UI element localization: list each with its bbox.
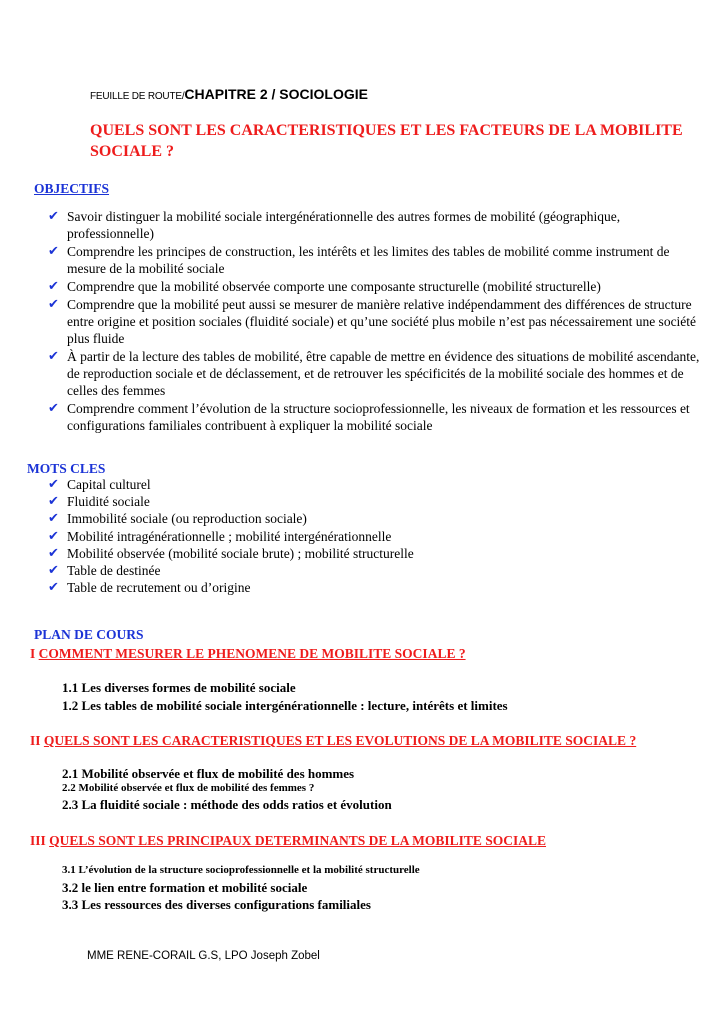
checkmark-icon: ✔ — [48, 545, 59, 561]
document-footer: MME RENE-CORAIL G.S, LPO Joseph Zobel — [87, 950, 320, 962]
main-title: QUELS SONT LES CARACTERISTIQUES ET LES FACTEURS DE LA MOBILITE SOCIALE ? — [90, 122, 683, 160]
objective-item: ✔ Savoir distinguer la mobilité sociale intergénérationnelle des autres formes de mobilité (géographique, professionnelle) — [48, 209, 621, 241]
keyword-item: ✔ Fluidité sociale — [48, 494, 150, 510]
keyword-item: ✔ Capital culturel — [48, 477, 151, 492]
checkmark-icon: ✔ — [48, 297, 59, 312]
checkmark-icon: ✔ — [48, 279, 59, 294]
subsection-item: 3.3 Les ressources des diverses configurations familiales — [62, 897, 371, 912]
objective-item: ✔ Comprendre que la mobilité observée comporte une composante structurelle (mobilité structurelle) — [48, 279, 601, 294]
checkmark-icon: ✔ — [48, 580, 59, 596]
objective-item: ✔ Comprendre que la mobilité peut aussi se mesurer de manière relative indépendamment des différences de structure entre origine et position sociales (fluidité sociale) et qu’une société plus mobile n’est pas nécessairement une société plus fluide — [48, 297, 697, 346]
document-header — [90, 86, 368, 104]
subsection-item: 2.2 Mobilité observée et flux de mobilité des femmes ? — [62, 782, 315, 794]
checkmark-icon: ✔ — [48, 401, 59, 416]
checkmark-icon: ✔ — [48, 209, 59, 224]
header-prefix: FEUILLE DE ROUTE/ — [90, 91, 185, 102]
keyword-item: ✔ Table de recrutement ou d’origine — [48, 580, 251, 596]
chapter-title: CHAPITRE 2 / SOCIOLOGIE — [184, 86, 368, 102]
objective-item: ✔ Comprendre les principes de construction, les intérêts et les limites des tables de mobilité comme instrument de mesure de la mobilité sociale — [48, 244, 670, 276]
keywords-list — [48, 476, 648, 596]
plan-heading: PLAN DE COURS — [34, 627, 144, 642]
checkmark-icon: ✔ — [48, 494, 59, 510]
checkmark-icon: ✔ — [48, 477, 59, 492]
checkmark-icon: ✔ — [48, 349, 59, 364]
subsection-item: 1.1 Les diverses formes de mobilité sociale — [62, 680, 296, 695]
checkmark-icon: ✔ — [48, 244, 59, 259]
checkmark-icon: ✔ — [48, 563, 59, 579]
keywords-heading: MOTS CLES — [27, 461, 106, 476]
subsection-item: 2.3 La fluidité sociale : méthode des odds ratios et évolution — [62, 797, 392, 812]
part-title: I COMMENT MESURER LE PHENOMENE DE MOBILITE SOCIALE ? — [30, 646, 466, 661]
part-title: II QUELS SONT LES CARACTERISTIQUES ET LES EVOLUTIONS DE LA MOBILITE SOCIALE ? — [30, 733, 637, 748]
objectives-list — [48, 208, 704, 434]
objectives-heading: OBJECTIFS — [34, 181, 110, 196]
checkmark-icon: ✔ — [48, 528, 59, 544]
keyword-item: ✔ Mobilité observée (mobilité sociale brute) ; mobilité structurelle — [48, 545, 414, 561]
keyword-item: ✔ Mobilité intragénérationnelle ; mobilité intergénérationnelle — [48, 528, 392, 544]
objective-item: ✔ Comprendre comment l’évolution de la structure socioprofessionnelle, les niveaux de formation et les ressources et configurations familiales contribuent à expliquer la mobilité sociale — [48, 401, 690, 433]
checkmark-icon: ✔ — [48, 511, 59, 527]
subsection-item: 3.1 L’évolution de la structure socioprofessionnelle et la mobilité structurelle — [62, 864, 420, 876]
subsection-item: 1.2 Les tables de mobilité sociale intergénérationnelle : lecture, intérêts et limites — [62, 698, 508, 713]
subsection-item: 2.1 Mobilité observée et flux de mobilité des hommes — [62, 766, 355, 781]
objective-item: ✔ À partir de la lecture des tables de mobilité, être capable de mettre en évidence des situations de mobilité ascendante, de reproduction sociale et de déclassement, et de retrouver les spécificités de la mobilité sociale des hommes et de celles des femmes — [48, 349, 700, 398]
keyword-item: ✔ Table de destinée — [48, 563, 161, 579]
part-title: III QUELS SONT LES PRINCIPAUX DETERMINANTS DE LA MOBILITE SOCIALE — [30, 833, 547, 848]
subsection-item: 3.2 le lien entre formation et mobilité sociale — [62, 880, 308, 895]
keyword-item: ✔ Immobilité sociale (ou reproduction sociale) — [48, 511, 307, 527]
